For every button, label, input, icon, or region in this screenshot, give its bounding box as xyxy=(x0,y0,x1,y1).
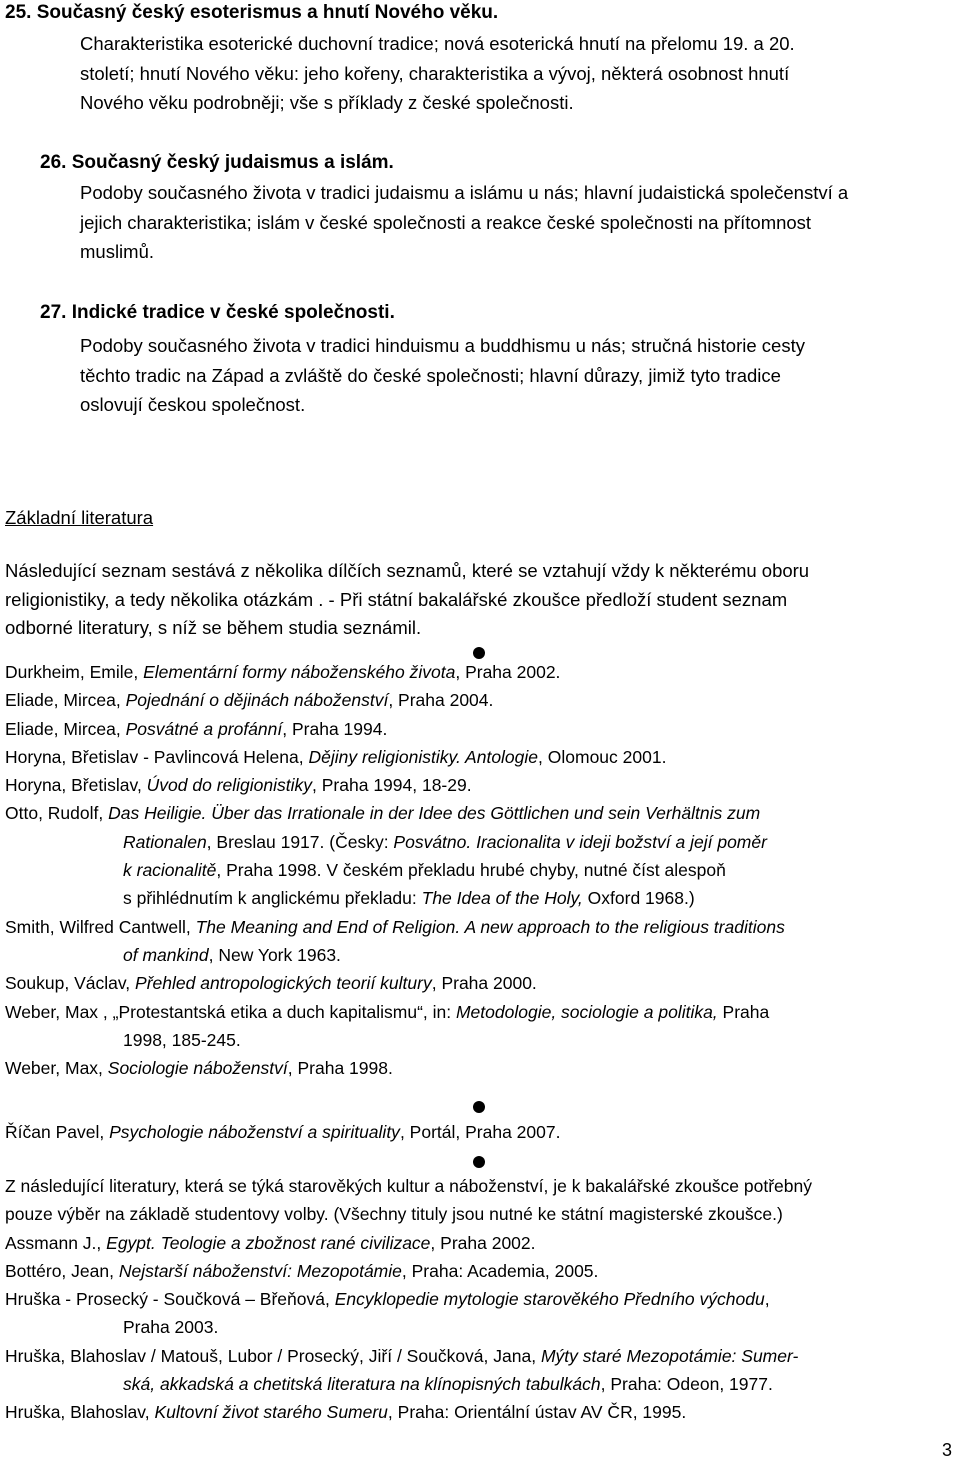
section-26-body: Podoby současného života v tradici judaismu a islámu u nás; hlavní judaistická společenství a jejich charakteristika; islám v české společnosti a reakce české společnosti na přítomnost muslimů. xyxy=(80,182,849,262)
reference-item: Eliade, Mircea, Pojednání o dějinách náboženství, Praha 2004. xyxy=(5,690,494,711)
reference-item: Hruška - Prosecký - Součková – Břeňová, Encyklopedie mytologie starověkého Předního východu, Praha 2003. xyxy=(5,1289,770,1338)
section-26-heading: 26. Současný český judaismus a islám. xyxy=(40,152,394,173)
reference-list xyxy=(5,658,960,1082)
reference-item: Durkheim, Emile, Elementární formy náboženského života, Praha 2002. xyxy=(5,662,561,682)
reference-item: Hruška, Blahoslav, Kultovní život starého Sumeru, Praha: Orientální ústav AV ČR, 1995. xyxy=(5,1402,687,1423)
reference-item: Horyna, Břetislav - Pavlincová Helena, Dějiny religionistiky. Antologie, Olomouc 2001. xyxy=(5,746,667,767)
reference-item: Assmann J., Egypt. Teologie a zbožnost rané civilizace, Praha 2002. xyxy=(5,1232,536,1253)
reference-item: Hruška, Blahoslav / Matouš, Lubor / Prosecký, Jiří / Součková, Jana, Mýty staré Mezopotámie: Sumer- ská, akkadská a chetitská literatura na klínopisných tabulkách, Praha: Odeon, 1977. xyxy=(5,1345,799,1395)
bullet-separator xyxy=(473,1156,485,1168)
bullet-separator xyxy=(473,1101,485,1113)
section-25-body: Charakteristika esoterické duchovní tradice; nová esoterická hnutí na přelomu 19. a 20. století; hnutí Nového věku: jeho kořeny, charakteristika a vývoj, některá osobnost hnutí Nového věku podrobněji; vše s příklady z české společnosti. xyxy=(80,33,795,113)
reference-item: Bottéro, Jean, Nejstarší náboženství: Mezopotámie, Praha: Academia, 2005. xyxy=(5,1260,599,1281)
reference-item-weber: Weber, Max , „Protestantská etika a duch kapitalismu“, in: Metodologie, sociologie a politika, Praha 1998, 185-245. xyxy=(5,1001,770,1050)
page-number: 3 xyxy=(941,1440,952,1460)
reference-item-otto: Otto, Rudolf, Das Heiligie. Über das Irrationale in der Idee des Göttlichen und sein Verhältnis zum Rationalen, Breslau 1917. (Česky: Posvátno. Iracionalita v ideji božství a její poměr k racionalitě, Praha 1998. V českém překladu hrubé chyby, nutné číst alespoň s přihlédnutím k anglickému překladu: The Idea of the Holy, Oxford 1968.) xyxy=(5,803,767,909)
literature-heading: Základní literatura xyxy=(5,507,154,528)
reference-item: Soukup, Václav, Přehled antropologických teorií kultury, Praha 2000. xyxy=(5,973,537,994)
ancient-literature-block: Z následující literatury, která se týká starověkých kultur a náboženství, je k bakalářské zkoušce potřebný pouze výběr na základě studentovy volby. (Všechny tituly jsou nutné ke státní magisterské zkoušce.) Assmann J., Egypt. Teologie a zbožnost rané civilizace, Praha 2002. Bottéro, Jean, Nejstarší náboženství: Mezopotámie, Praha: Academia, 2005. Hruška - Prosecký - Součková – Břeňová, Encyklopedie mytologie starověkého Předního východu, Praha 2003. Hruška, Blahoslav / Matouš, Lubor / Prosecký, Jiří / Součková, Jana, Mýty staré Mezopotámie: Sumer- ská, akkadská a chetitská literatura na klínopisných tabulkách, Praha: Odeon, 1977. Hruška, Blahoslav, Kultovní život starého Sumeru, Praha: Orientální ústav AV ČR, 1995. xyxy=(5,1172,812,1427)
reference-item: Říčan Pavel, Psychologie náboženství a spirituality, Portál, Praha 2007. xyxy=(5,1122,561,1142)
reference-item: Eliade, Mircea, Posvátné a profánní, Praha 1994. xyxy=(5,718,388,739)
reference-item-smith: Smith, Wilfred Cantwell, The Meaning and End of Religion. A new approach to the religious traditions of mankind, New York 1963. xyxy=(5,916,785,965)
literature-intro: Následující seznam sestává z několika dílčích seznamů, které se vztahují vždy k některému oboru religionistiky, a tedy několika otázkám . - Při státní bakalářské zkoušce předloží student seznam odborné literatury, s níž se během studia seznámil. xyxy=(5,560,810,638)
section-25-heading: 25. Současný český esoterismus a hnutí Nového věku. xyxy=(5,2,499,23)
reference-item: Horyna, Břetislav, Úvod do religionistiky, Praha 1994, 18-29. xyxy=(5,775,472,796)
section-27-heading: 27. Indické tradice v české společnosti. xyxy=(40,302,395,323)
section-27-body: Podoby současného života v tradici hinduismu a buddhismu u nás; stručná historie cesty těchto tradic na Západ a zvláště do české společnosti; hlavní důrazy, jimiž tyto tradice oslovují českou společnost. xyxy=(80,335,805,415)
reference-item: Weber, Max, Sociologie náboženství, Praha 1998. xyxy=(5,1058,393,1079)
